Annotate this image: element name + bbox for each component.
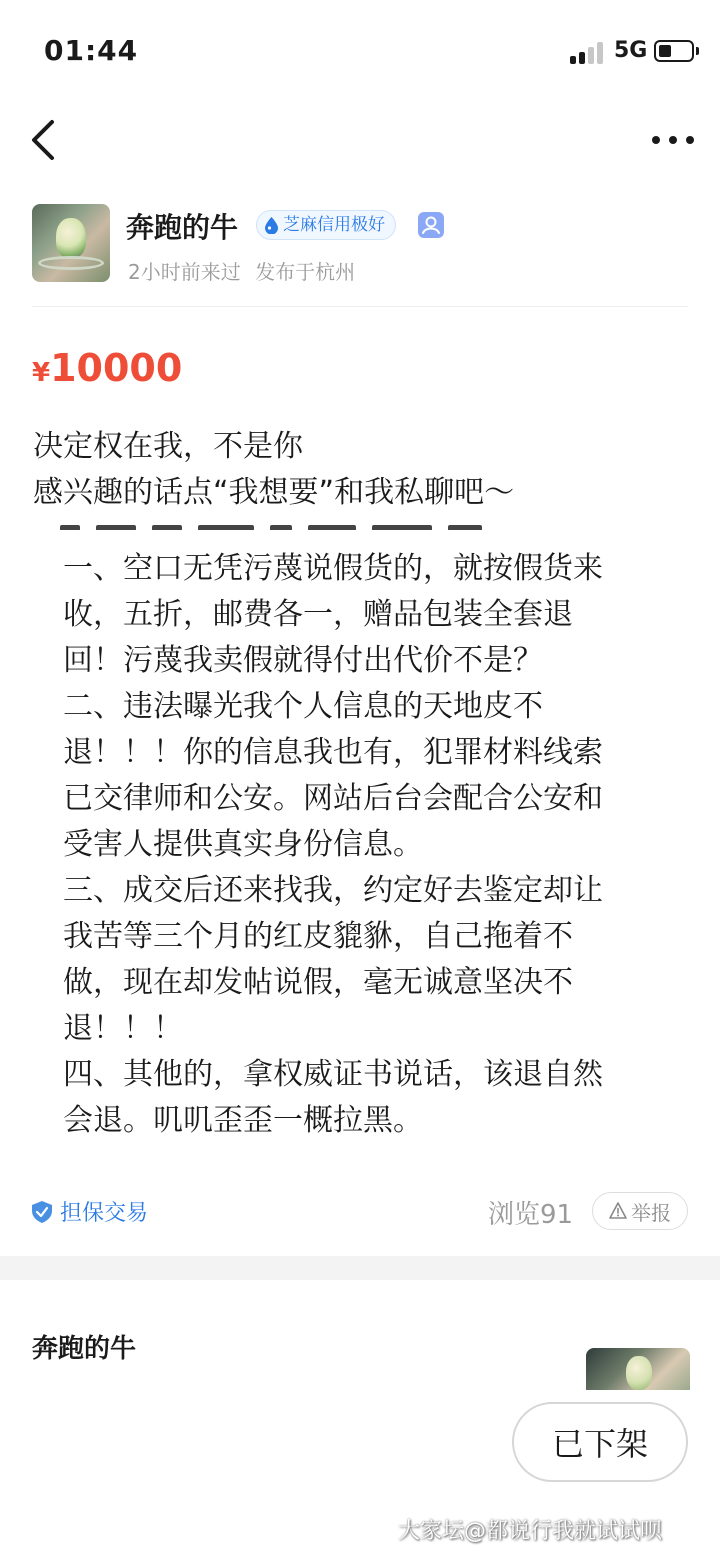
signal-strength-icon	[570, 42, 606, 64]
status-bar	[0, 0, 720, 100]
seller-name[interactable]: 奔跑的牛	[126, 211, 239, 244]
more-dots-icon	[652, 136, 660, 144]
nav-bar	[0, 100, 720, 180]
body-line: 已交律师和公安。网站后台会配合公安和	[63, 781, 603, 816]
body-line: 三、成交后还来找我，约定好去鉴定却让	[63, 873, 603, 908]
more-options-button[interactable]	[650, 128, 696, 152]
price-value: 10000	[50, 346, 183, 390]
body-line: 受害人提供真实身份信息。	[63, 827, 423, 862]
body-line: 做，现在却发帖说假，毫无诚意坚决不	[63, 965, 573, 1000]
network-type: 5G	[614, 38, 648, 63]
description-intro	[33, 424, 693, 516]
last-seen: 2小时前来过	[128, 260, 241, 284]
body-line: 退！！！你的信息我也有，犯罪材料线索	[63, 735, 603, 770]
intro-line: 感兴趣的话点“我想要”和我私聊吧～	[33, 475, 515, 510]
battery-icon	[654, 40, 694, 62]
seller-header[interactable]	[32, 204, 692, 286]
guarantee-label: 担保交易	[60, 1201, 149, 1226]
clipped-text-line	[60, 516, 560, 530]
report-label: 举报	[631, 1200, 671, 1225]
section-separator	[0, 1256, 720, 1280]
back-chevron-icon	[26, 118, 66, 162]
price	[32, 346, 182, 390]
intro-line: 决定权在我，不是你	[33, 429, 303, 464]
status-time: 01:44	[44, 34, 139, 67]
description-body	[63, 546, 673, 1144]
second-card-seller-name[interactable]: 奔跑的牛	[32, 1334, 137, 1364]
watermark: 大家坛@都说行我就试试呗	[398, 1519, 663, 1544]
divider	[32, 306, 688, 307]
guarantee-link[interactable]	[32, 1196, 148, 1227]
warning-triangle-icon	[609, 1202, 627, 1220]
seller-avatar[interactable]	[32, 204, 110, 282]
body-line: 收，五折，邮费各一，赠品包装全套退	[63, 597, 573, 632]
listing-meta-row	[0, 1190, 720, 1234]
body-line: 二、违法曝光我个人信息的天地皮不	[63, 689, 543, 724]
clipped-text-line	[32, 1388, 552, 1394]
credit-badge-label: 芝麻信用极好	[283, 214, 385, 235]
second-card-thumbnail[interactable]	[586, 1348, 690, 1390]
back-button[interactable]	[26, 118, 66, 162]
body-line: 会退。叽叽歪歪一概拉黑。	[63, 1103, 423, 1138]
body-line: 退！！！	[63, 1011, 183, 1046]
body-line: 我苦等三个月的红皮貔貅，自己拖着不	[63, 919, 573, 954]
verified-user-icon[interactable]	[418, 212, 444, 238]
view-count: 浏览91	[488, 1200, 574, 1230]
price-currency: ¥	[32, 358, 51, 388]
drop-icon	[265, 217, 278, 234]
seller-meta	[128, 256, 355, 285]
credit-badge[interactable]	[256, 210, 396, 240]
battery-tip	[696, 47, 699, 55]
offshelf-button[interactable]: 已下架	[512, 1402, 688, 1482]
location: 发布于杭州	[255, 260, 356, 284]
shield-check-icon	[32, 1201, 52, 1223]
body-line: 一、空口无凭污蔑说假货的，就按假货来	[63, 551, 603, 586]
body-line: 四、其他的，拿权威证书说话，该退自然	[63, 1057, 603, 1092]
report-button[interactable]	[592, 1192, 688, 1230]
body-line: 回！污蔑我卖假就得付出代价不是？	[63, 643, 543, 678]
